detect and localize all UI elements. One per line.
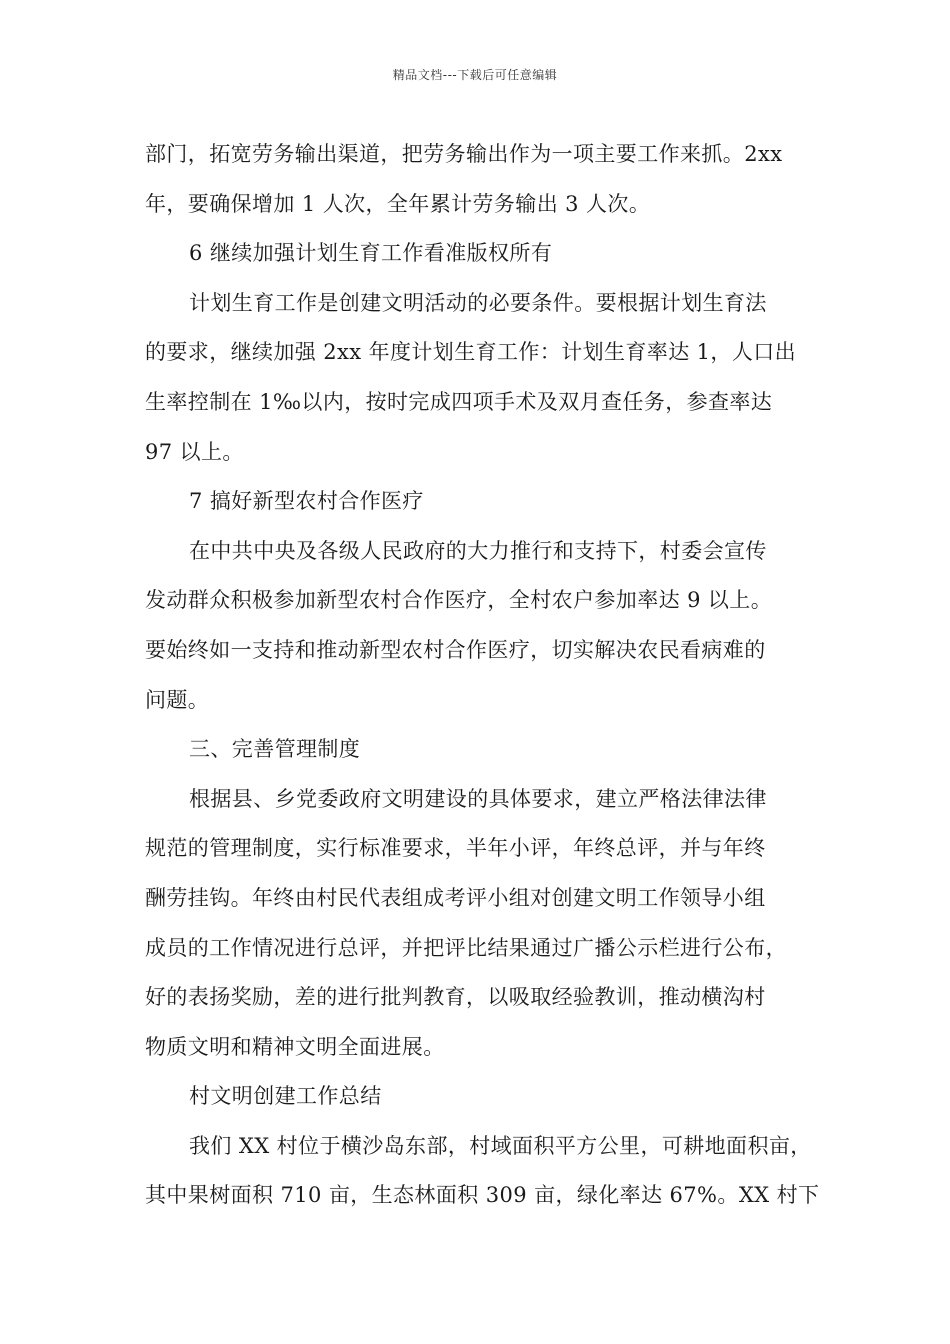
page-header: 精品文档---下载后可任意编辑 <box>392 68 558 82</box>
text-line: 年，要确保增加 1 人次，全年累计劳务输出 3 人次。 <box>145 191 651 216</box>
text-line: 发动群众积极参加新型农村合作医疗，全村农户参加率达 9 以上。 <box>145 588 773 613</box>
text-line: 7 搞好新型农村合作医疗 <box>189 489 424 514</box>
text-line: 的要求，继续加强 2xx 年度计划生育工作：计划生育率达 1，人口出 <box>145 340 797 365</box>
text-line: 成员的工作情况进行总评，并把评比结果通过广播公示栏进行公布， <box>145 935 787 960</box>
text-line: 97 以上。 <box>145 439 244 464</box>
text-line: 生率控制在 1‰以内，按时完成四项手术及双月查任务，参查率达 <box>145 389 773 414</box>
text-line: 在中共中央及各级人民政府的大力推行和支持下，村委会宣传 <box>189 538 767 563</box>
text-line: 好的表扬奖励，差的进行批判教育，以吸取经验教训，推动横沟村 <box>145 985 766 1010</box>
text-line: 计划生育工作是创建文明活动的必要条件。要根据计划生育法 <box>189 290 767 315</box>
text-line: 村文明创建工作总结 <box>189 1084 382 1109</box>
text-line: 规范的管理制度，实行标准要求，半年小评，年终总评，并与年终 <box>145 836 766 861</box>
text-line: 三、完善管理制度 <box>189 737 361 762</box>
text-line: 问题。 <box>145 687 210 712</box>
text-line: 要始终如一支持和推动新型农村合作医疗，切实解决农民看病难的 <box>145 637 766 662</box>
text-line: 我们 XX 村位于横沙岛东部，村域面积平方公里，可耕地面积亩， <box>189 1133 812 1158</box>
text-line: 其中果树面积 710 亩，生态林面积 309 亩，绿化率达 67%。XX 村下 <box>145 1183 820 1208</box>
document-body <box>145 130 820 1221</box>
text-line: 物质文明和精神文明全面进展。 <box>145 1034 445 1059</box>
text-line: 部门，拓宽劳务输出渠道，把劳务输出作为一项主要工作来抓。2xx <box>145 142 783 166</box>
text-line: 6 继续加强计划生育工作看准版权所有 <box>189 241 553 266</box>
text-line: 酬劳挂钩。年终由村民代表组成考评小组对创建文明工作领导小组 <box>145 885 766 910</box>
text-line: 根据县、乡党委政府文明建设的具体要求，建立严格法律法律 <box>189 786 767 811</box>
